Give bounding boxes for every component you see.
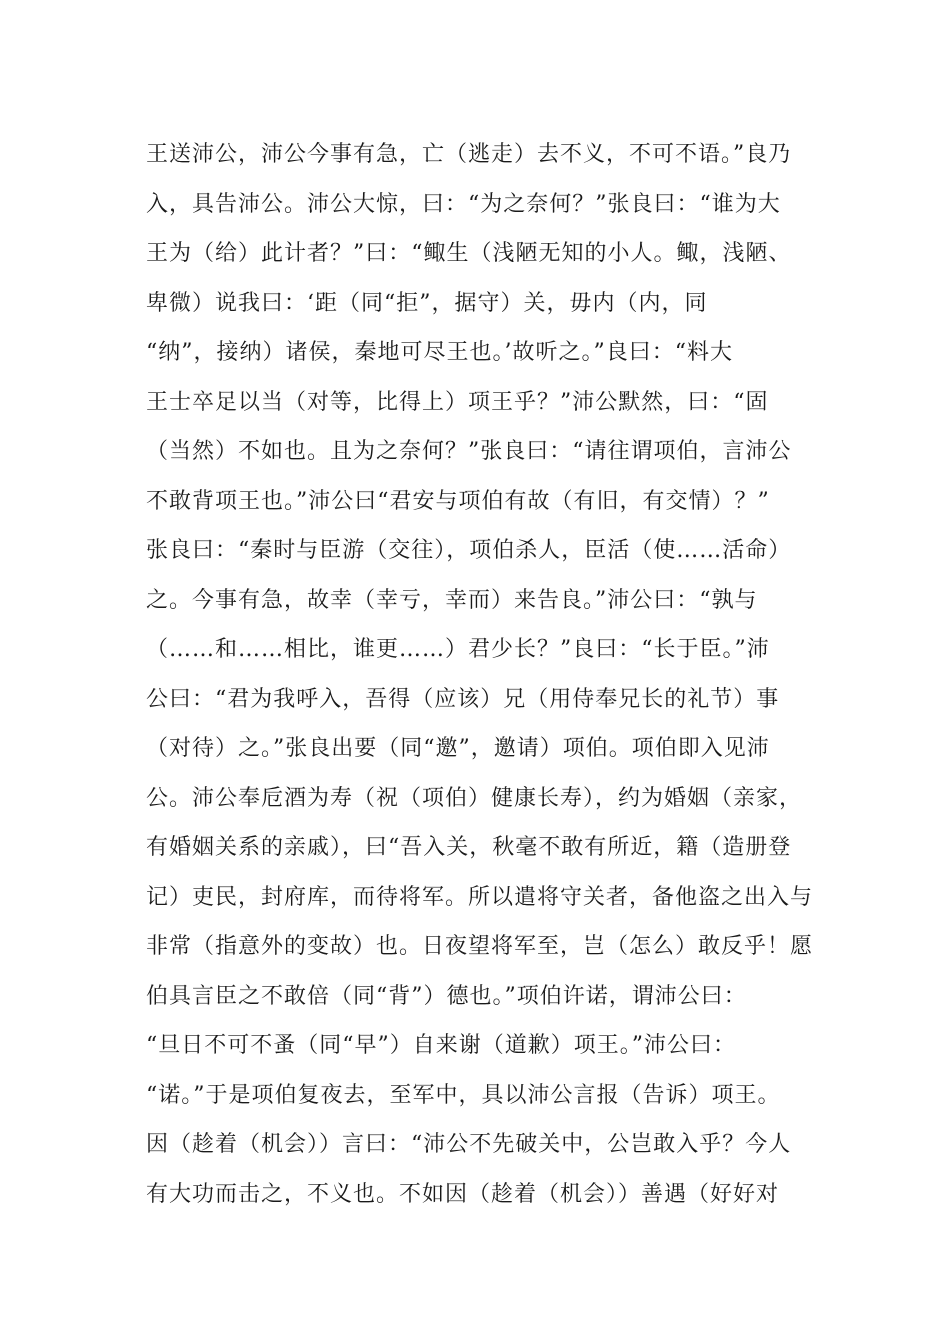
text-line: 王送沛公，沛公今事有急，亡（逃走）去不义，不可不语。”良乃 — [146, 142, 792, 167]
text-line: 王为（给）此计者？”曰：“鲰生（浅陋无知的小人。鲰，浅陋、 — [146, 241, 792, 266]
text-line: 非常（指意外的变故）也。日夜望将军至，岂（怎么）敢反乎！愿 — [146, 934, 814, 959]
text-line: （当然）不如也。且为之奈何？”张良曰：“请往谓项伯，言沛公 — [146, 439, 792, 464]
text-line: 伯具言臣之不敢倍（同“背”）德也。”项伯许诺，谓沛公曰： — [146, 983, 747, 1009]
text-line: 张良曰：“秦时与臣游（交往），项伯杀人，臣活（使……活命） — [146, 538, 792, 563]
text-line: 因（趁着（机会））言曰：“沛公不先破关中，公岂敢入乎？今人 — [146, 1132, 792, 1157]
body-text — [146, 130, 816, 1219]
text-line: 入，具告沛公。沛公大惊，曰：“为之奈何？”张良曰：“谁为大 — [146, 191, 781, 217]
text-line: “纳”，接纳）诸侯，秦地可尽王也。’故听之。”良曰：“料大 — [146, 340, 733, 365]
text-line: （对待）之。”张良出要（同“邀”，邀请）项伯。项伯即入见沛 — [146, 736, 770, 761]
text-line: “诺。”于是项伯复夜去，至军中，具以沛公言报（告诉）项王。 — [146, 1082, 781, 1108]
text-line: 记）吏民，封府库，而待将军。所以遣将守关者，备他盗之出入与 — [146, 884, 814, 910]
text-line: 卑微）说我曰：‘距（同“拒”，据守）关，毋内（内，同 — [146, 290, 708, 316]
text-line: 有婚姻关系的亲戚），曰“吾入关，秋毫不敢有所近，籍（造册登 — [146, 835, 792, 860]
text-line: 公。沛公奉卮酒为寿（祝（项伯）健康长寿），约为婚姻（亲家， — [146, 785, 803, 811]
text-line: 公曰：“君为我呼入，吾得（应该）兄（用侍奉兄长的礼节）事 — [146, 686, 780, 712]
text-line: 不敢背项王也。”沛公曰“君安与项伯有故（有旧，有交情）？” — [146, 488, 770, 514]
text-line: “旦日不可不蚤（同“早”）自来谢（道歉）项王。”沛公曰： — [146, 1033, 736, 1058]
text-line: 王士卒足以当（对等，比得上）项王乎？”沛公默然，曰：“固 — [146, 389, 769, 415]
text-line: （……和……相比，谁更……）君少长？”良曰：“长于臣。”沛 — [146, 637, 770, 662]
text-line: 之。今事有急，故幸（幸亏，幸而）来告良。”沛公曰：“孰与 — [146, 587, 758, 613]
text-line: 有大功而击之，不义也。不如因（趁着（机会））善遇（好好对 — [146, 1181, 780, 1207]
